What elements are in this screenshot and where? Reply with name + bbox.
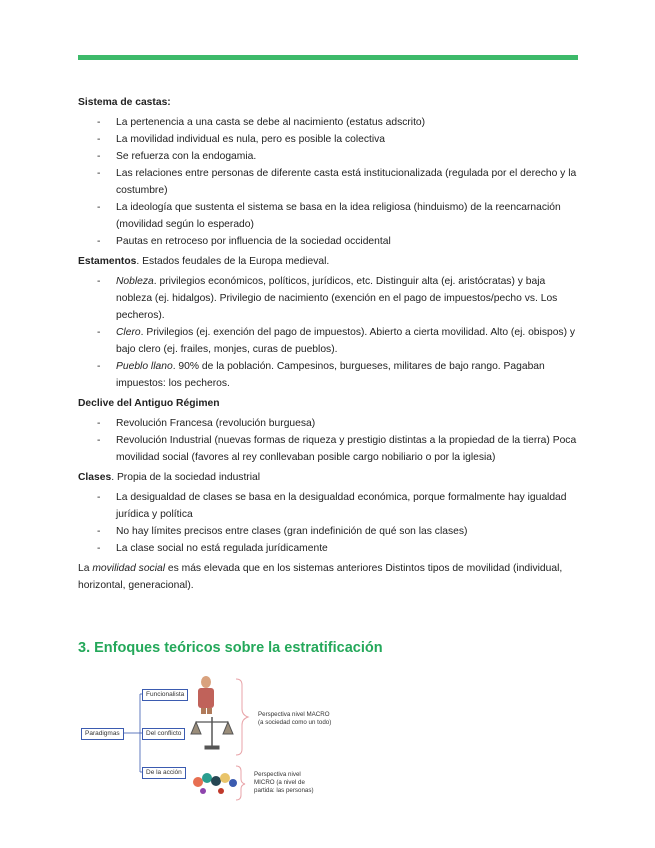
castas-heading: Sistema de castas:	[78, 97, 171, 108]
micro-note-line: MICRO (a nivel de	[254, 779, 305, 786]
balance-scale-icon	[191, 717, 233, 749]
castas-list	[78, 114, 578, 250]
declive-list	[78, 415, 578, 466]
macro-note-line: (a sociedad como un todo)	[258, 719, 332, 726]
list-item-term: Clero	[116, 327, 141, 338]
list-item	[78, 324, 578, 358]
list-item: - La desigualdad de clases se basa en la desigualdad económica, porque formalmente hay igualdad jurídica y política	[78, 489, 578, 523]
list-item: - La ideología que sustenta el sistema se basa en la idea religiosa (hinduismo) de la reencarnación (movilidad según lo esperado)	[78, 199, 578, 233]
clases-heading	[78, 469, 578, 486]
list-item: - Las relaciones entre personas de diferente casta está institucionalizada (regulada por el derecho y la costumbre)	[78, 165, 578, 199]
estamentos-heading	[78, 253, 578, 270]
diagram-branch-conflicto: Del conflicto	[142, 728, 185, 740]
movilidad-paragraph	[78, 560, 578, 594]
list-item-term: Nobleza	[116, 276, 154, 287]
movilidad-post: es más elevada que en los sistemas anteriores Distintos tipos de movilidad (individual, horizontal, generacional).	[78, 563, 563, 591]
list-item: - Revolución Industrial (nuevas formas de riqueza y prestigio distintas a la propiedad de la tierra) Poca movilidad social (favores al rey conllevaban posible cargo nobiliario o por la iglesia)	[78, 432, 578, 466]
list-item: - La movilidad individual es nula, pero es posible la colectiva	[78, 131, 578, 148]
estamentos-desc: . Estados feudales de la Europa medieval.	[136, 256, 330, 267]
document-body	[78, 94, 578, 594]
list-item: - Se refuerza con la endogamia.	[78, 148, 578, 165]
diagram-root-box: Paradigmas	[81, 728, 124, 740]
micro-note-line: Perspectiva nivel	[254, 771, 301, 778]
list-item: - Revolución Francesa (revolución burguesa)	[78, 415, 578, 432]
list-item-text: . privilegios económicos, políticos, jurídicos, etc. Distinguir alta (ej. aristócratas) y baja nobleza (ej. hidalgos). Privilegio de nacimiento (exención en el pago de impuestos/pecho vs. Los pecheros).	[116, 276, 558, 321]
clases-list	[78, 489, 578, 557]
list-item: - Pautas en retroceso por influencia de la sociedad occidental	[78, 233, 578, 250]
micro-brace	[236, 766, 245, 800]
list-item-term: Pueblo llano	[116, 361, 173, 372]
macro-note	[258, 711, 331, 727]
list-item	[78, 273, 578, 324]
macro-brace	[236, 679, 248, 755]
list-item: - La clase social no está regulada jurídicamente	[78, 540, 578, 557]
list-item	[78, 358, 578, 392]
diagram-branch-accion: De la acción	[142, 767, 186, 779]
section-title: 3. Enfoques teóricos sobre la estratificación	[78, 640, 383, 656]
diagram-branch-funcionalista: Funcionalista	[142, 689, 188, 701]
human-anatomy-icon	[198, 676, 214, 714]
list-item-text: . 90% de la población. Campesinos, burgueses, militares de bajo rango. Pagaban impuestos: los pecheros.	[116, 361, 545, 389]
diagram-connectors	[124, 694, 142, 772]
list-item-text: . Privilegios (ej. exención del pago de impuestos). Abierto a cierta movilidad. Alto (ej. obispos) y bajo clero (ej. frailes, monjes, curas de pueblos).	[116, 327, 576, 355]
clases-desc: . Propia de la sociedad industrial	[111, 472, 261, 483]
micro-note	[254, 771, 314, 795]
declive-heading: Declive del Antiguo Régimen	[78, 398, 220, 409]
movilidad-term: movilidad social	[92, 563, 166, 574]
estamentos-list	[78, 273, 578, 392]
list-item: - La pertenencia a una casta se debe al nacimiento (estatus adscrito)	[78, 114, 578, 131]
top-accent-bar	[78, 55, 578, 60]
micro-note-line: partida: las personas)	[254, 787, 314, 794]
clases-title: Clases	[78, 472, 112, 483]
movilidad-pre: La	[78, 563, 93, 574]
macro-note-line: Perspectiva nivel MACRO	[258, 711, 330, 718]
estamentos-title: Estamentos	[78, 256, 137, 267]
group-of-people-icon	[193, 773, 237, 794]
list-item: - No hay límites precisos entre clases (gran indefinición de qué son las clases)	[78, 523, 578, 540]
